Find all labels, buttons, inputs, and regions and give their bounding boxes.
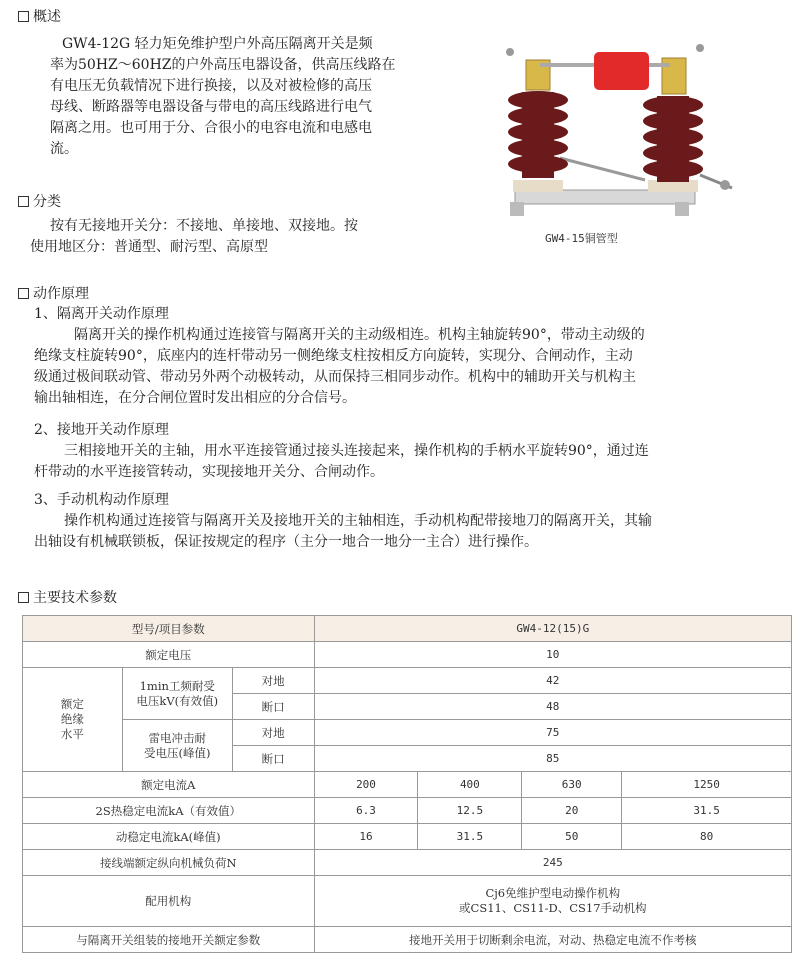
principle-section-2 [34, 420, 649, 483]
checkbox-square-icon [18, 196, 29, 207]
table-row [23, 798, 792, 824]
thermal-label: 2S热稳定电流kA（有效值） [23, 798, 315, 824]
rated-voltage-value: 10 [314, 642, 791, 668]
principle-line: 级通过极间联动管、带动另外两个动极转动，从而保持三相同步动作。机构中的辅助开关与机构主 [34, 369, 636, 385]
section-heading-classification [18, 191, 61, 211]
table-row [23, 642, 792, 668]
params-heading: 主要技术参数 [33, 590, 117, 606]
overview-line: 母线、断路器等电器设备与带电的高压线路进行电气 [50, 99, 372, 115]
overview-line: 有电压无负载情况下进行换接，以及对被检修的高压 [50, 78, 372, 94]
section-heading-overview [18, 6, 61, 26]
across-label: 断口 [232, 694, 314, 720]
power-freq-label-line: 电压kV(有效值) [136, 693, 219, 708]
rated-current-value: 400 [418, 772, 522, 798]
principle-section-1 [34, 304, 645, 409]
to-ground-label: 对地 [232, 668, 314, 694]
load-label: 接线端额定纵向机械负荷N [23, 850, 315, 876]
table-row [23, 720, 792, 746]
principle-line: 绝缘支柱旋转90°，底座内的连杆带动另一侧绝缘支柱按相反方向旋转，实现分、合闸动作，主动 [34, 348, 633, 364]
to-ground-label: 对地 [232, 720, 314, 746]
power-freq-label-line: 1min工频耐受 [139, 678, 215, 693]
dynamic-label: 动稳定电流kA(峰值) [23, 824, 315, 850]
principle-line: 操作机构通过连接管与隔离开关及接地开关的主轴相连，手动机构配带接地刀的隔离开关，其输 [64, 513, 652, 529]
table-row [23, 876, 792, 927]
insulation-label-line: 额定 [60, 697, 84, 711]
table-row [23, 927, 792, 953]
overview-line: 率为50HZ～60HZ的户外高压电器设备，供高压线路在 [50, 57, 396, 73]
rated-voltage-label: 额定电压 [23, 642, 315, 668]
dynamic-value: 50 [522, 824, 622, 850]
rated-current-value: 1250 [622, 772, 792, 798]
mechanism-line: Cj6免维护型电动操作机构 [485, 886, 621, 900]
insulation-label-line: 绝缘 [60, 712, 84, 726]
dynamic-value: 16 [314, 824, 418, 850]
table-row [23, 616, 792, 642]
thermal-value: 31.5 [622, 798, 792, 824]
principle-line: 三相接地开关的主轴，用水平连接管通过接头连接起来，操作机构的手柄水平旋转90°，通过连 [64, 443, 649, 459]
model-number: GW4-12(15)G [314, 616, 791, 642]
principle-line: 出轴设有机械联锁板，保证按规定的程序（主分一地合一地分一主合）进行操作。 [34, 534, 538, 550]
section-heading-params [18, 587, 117, 607]
dynamic-value: 31.5 [418, 824, 522, 850]
impulse-label-line: 雷电冲击耐 [148, 730, 207, 745]
checkbox-square-icon [18, 592, 29, 603]
overview-line: 隔离之用。也可用于分、合很小的电容电流和电感电 [50, 120, 372, 136]
pf-across-value: 48 [314, 694, 791, 720]
overview-heading: 概述 [33, 9, 61, 25]
classification-line: 按有无接地开关分：不接地、单接地、双接地。按 [50, 218, 358, 234]
rated-current-value: 200 [314, 772, 418, 798]
impulse-label [122, 720, 232, 772]
header-label: 型号/项目参数 [23, 616, 315, 642]
power-freq-label [122, 668, 232, 720]
pf-ground-value: 42 [314, 668, 791, 694]
overview-line: 流。 [50, 141, 78, 157]
principle-section-3 [34, 490, 652, 553]
insulation-label [23, 668, 123, 772]
earthing-label: 与隔离开关组装的接地开关额定参数 [23, 927, 315, 953]
rated-current-label: 额定电流A [23, 772, 315, 798]
table-row [23, 824, 792, 850]
checkbox-square-icon [18, 11, 29, 22]
insulation-label-line: 水平 [60, 727, 84, 741]
thermal-value: 6.3 [314, 798, 418, 824]
table-row [23, 668, 792, 694]
overview-line: GW4-12G 轻力矩免维护型户外高压隔离开关是频 [62, 36, 373, 52]
switch-product-image [470, 30, 740, 225]
checkbox-square-icon [18, 288, 29, 299]
principle-line: 隔离开关的操作机构通过连接管与隔离开关的主动级相连。机构主轴旋转90°，带动主动级的 [74, 327, 645, 343]
overview-text [50, 34, 396, 160]
principle-line: 输出轴相连，在分合闸位置时发出相应的分合信号。 [34, 390, 356, 406]
earthing-value: 接地开关用于切断剩余电流，对动、热稳定电流不作考核 [314, 927, 791, 953]
principle-subtitle: 1、隔离开关动作原理 [34, 306, 169, 322]
photo-caption: GW4-15铜管型 [545, 232, 618, 245]
classification-heading: 分类 [33, 194, 61, 210]
table-row [23, 850, 792, 876]
thermal-value: 12.5 [418, 798, 522, 824]
mechanism-value [314, 876, 791, 927]
impulse-label-line: 受电压(峰值) [144, 745, 211, 760]
rated-current-value: 630 [522, 772, 622, 798]
classification-text [30, 216, 358, 258]
principle-line: 杆带动的水平连接管转动，实现接地开关分、合闸动作。 [34, 464, 384, 480]
classification-line: 使用地区分：普通型、耐污型、高原型 [30, 239, 268, 255]
spec-table [22, 615, 792, 953]
principle-heading: 动作原理 [33, 286, 89, 302]
dynamic-value: 80 [622, 824, 792, 850]
across-label: 断口 [232, 746, 314, 772]
section-heading-principle [18, 283, 89, 303]
imp-ground-value: 75 [314, 720, 791, 746]
mechanism-line: 或CS11、CS11-D、CS17手动机构 [459, 901, 647, 915]
table-row [23, 772, 792, 798]
mechanism-label: 配用机构 [23, 876, 315, 927]
principle-subtitle: 2、接地开关动作原理 [34, 422, 169, 438]
principle-subtitle: 3、手动机构动作原理 [34, 492, 169, 508]
thermal-value: 20 [522, 798, 622, 824]
load-value: 245 [314, 850, 791, 876]
imp-across-value: 85 [314, 746, 791, 772]
